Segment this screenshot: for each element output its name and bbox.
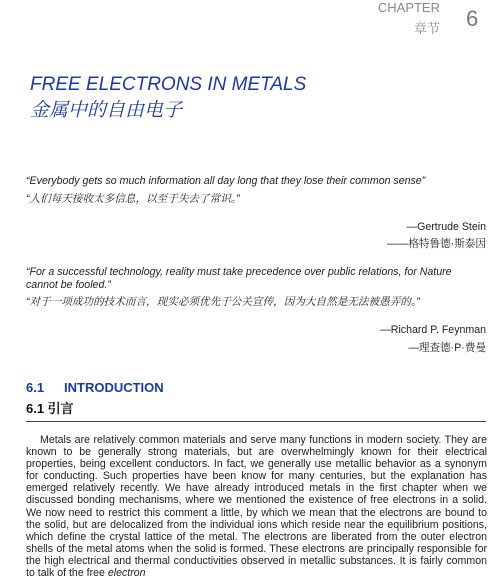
epigraph-author-1-en: —Gertrude Stein [406, 221, 486, 233]
body-paragraph-text: Metals are relatively common materials and serve many functions in modern society. They are known to be generally strong materials, but are overwhelmingly known for their electrical properties, being excellent conductors. In fact, we generally use metallic behavior as a synonym for conducting. Such properties have been know for many centuries, but the explanation has emerged relatively recently. We have already introduced metals in the first chapter when we discussed bonding mechanisms, where we mentioned the existence of free electrons in a solid. We now need to restrict this comment a little, by which we mean that the electrons are bound to the solid, but are delocalized from the individual ions which reside near the equilibrium positions, which define the crystal lattice of the metal. The electrons are liberated from the outer electron shells of the metal atoms when the solid is formed. These electrons are principally responsible for the high electrical and thermal conductivities observed in metallic substances. It is fairly common to talk of the free [26, 434, 487, 580]
epigraph-author-2-en: —Richard P. Feynman [380, 324, 486, 336]
section-rule [26, 421, 486, 422]
body-paragraph-italic: electron [107, 567, 146, 580]
chapter-title-cn: 金属中的自由电子 [30, 100, 183, 121]
chapter-label: CHAPTER [377, 0, 440, 15]
epigraph-quote-2-cn: “对于一项成功的技术而言，现实必须优先于公关宣传，因为大自然是无法被愚弄的。” [26, 296, 420, 308]
section-heading-en [26, 380, 164, 396]
epigraph-quote-1-cn: “人们每天接收太多信息，以至于失去了常识。” [26, 193, 240, 205]
body-paragraph [26, 434, 487, 579]
section-number: 6.1 [26, 380, 45, 395]
epigraph-quote-1-en: “Everybody gets so much information all day long that they lose their common sense” [26, 175, 426, 187]
epigraph-author-1-cn: ——格特鲁德·斯泰因 [387, 238, 486, 250]
section-title-en: INTRODUCTION [64, 380, 164, 395]
section-heading-cn: 6.1 引言 [26, 401, 74, 416]
epigraph-quote-2-en: “For a successful technology, reality must take precedence over public relations, for Nature cannot be fooled.” [26, 266, 452, 291]
chapter-label-cn: 章节 [413, 21, 440, 36]
chapter-title-en: FREE ELECTRONS IN METALS [30, 74, 307, 95]
epigraph-author-2-cn: —理查德·P·费曼 [408, 342, 486, 354]
chapter-number: 6 [466, 6, 479, 31]
